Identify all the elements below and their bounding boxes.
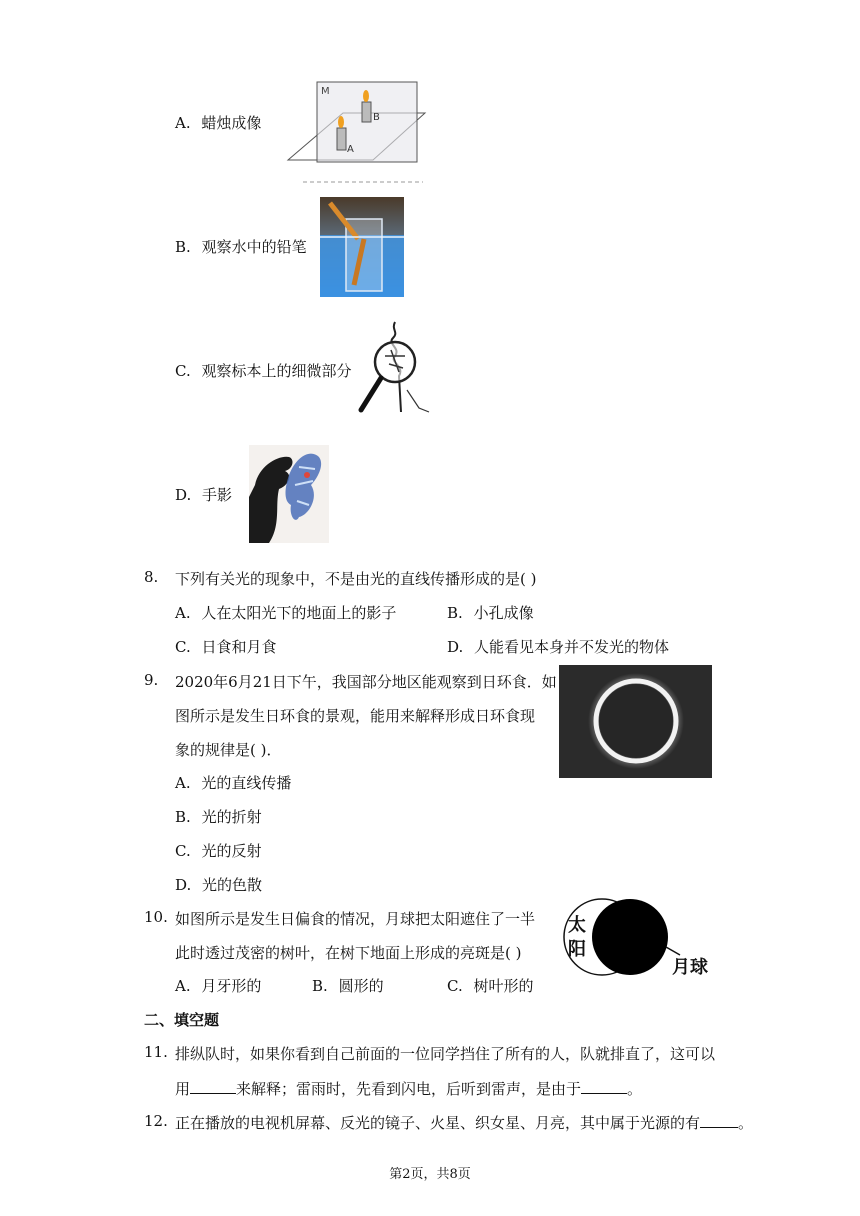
q8-option-d bbox=[447, 636, 669, 657]
q8-option-b bbox=[447, 602, 534, 623]
answer-blank-2[interactable] bbox=[581, 1079, 627, 1094]
q9-stem-line2: 图所示是发生日环食的景观，能用来解释形成日环食现 bbox=[175, 707, 536, 725]
q8-number: 8. bbox=[144, 568, 159, 586]
option-label: C. bbox=[175, 842, 191, 860]
q12-line1-end: 。 bbox=[738, 1114, 754, 1132]
q7-option-b bbox=[175, 236, 307, 257]
page-footer: 第2页，共8页 bbox=[389, 1167, 471, 1182]
q10-stem-line1: 如图所示是发生日偏食的情况，月球把太阳遮住了一半 bbox=[175, 910, 536, 928]
option-label: C. bbox=[175, 362, 191, 380]
option-text: 观察标本上的细微部分 bbox=[201, 362, 352, 380]
option-label: A. bbox=[175, 114, 191, 132]
option-text: 手影 bbox=[202, 486, 233, 504]
q9-number: 9. bbox=[144, 671, 159, 689]
option-text: 光的色散 bbox=[202, 876, 263, 894]
option-text: 人能看见本身并不发光的物体 bbox=[474, 638, 670, 656]
q11-line1: 排纵队时，如果你看到自己前面的一位同学挡住了所有的人，队就排直了，这可以 bbox=[175, 1045, 716, 1063]
option-label: A. bbox=[175, 604, 191, 622]
option-label: C. bbox=[447, 977, 463, 995]
option-label: C. bbox=[175, 638, 191, 656]
q11-line2 bbox=[175, 1078, 642, 1099]
moon-label: 月球 bbox=[672, 957, 708, 978]
partial-eclipse-diagram bbox=[558, 893, 718, 983]
option-label: B. bbox=[312, 977, 328, 995]
q8-option-c bbox=[175, 636, 277, 657]
q9-stem-line3: 象的规律是( )． bbox=[175, 741, 282, 759]
option-label: B. bbox=[175, 808, 191, 826]
q10-option-a bbox=[175, 975, 261, 996]
answer-blank-3[interactable] bbox=[700, 1113, 738, 1128]
q10-number: 10. bbox=[144, 908, 168, 926]
q11-line2-c: 。 bbox=[627, 1080, 643, 1098]
q8-stem: 下列有关光的现象中，不是由光的直线传播形成的是( ) bbox=[175, 570, 537, 588]
hand-shadow-photo bbox=[249, 445, 329, 543]
annular-eclipse-photo bbox=[559, 665, 712, 778]
option-label: B. bbox=[447, 604, 463, 622]
option-text: 光的折射 bbox=[201, 808, 262, 826]
option-label: D. bbox=[175, 876, 192, 894]
q9-stem-line1: 2020年6月21日下午，我国部分地区能观察到日环食．如 bbox=[175, 673, 557, 691]
q9-option-d bbox=[175, 874, 262, 895]
q11-number: 11. bbox=[144, 1043, 168, 1061]
q9-option-b bbox=[175, 806, 262, 827]
option-label: A. bbox=[175, 774, 191, 792]
option-label: D. bbox=[447, 638, 464, 656]
q9-option-a bbox=[175, 772, 291, 793]
answer-blank-1[interactable] bbox=[190, 1079, 236, 1094]
q10-stem-line2: 此时透过茂密的树叶，在树下地面上形成的亮斑是( ) bbox=[175, 944, 522, 962]
option-text: 光的直线传播 bbox=[201, 774, 292, 792]
option-text: 月牙形的 bbox=[201, 977, 262, 995]
q7-option-a bbox=[175, 112, 261, 133]
q10-option-c bbox=[447, 975, 534, 996]
sun-label-2: 阳 bbox=[568, 939, 586, 960]
q7-option-d bbox=[175, 484, 232, 505]
option-label: A. bbox=[175, 977, 191, 995]
option-text: 观察水中的铅笔 bbox=[201, 238, 307, 256]
label-a: A bbox=[347, 144, 354, 155]
section-heading: 二、填空题 bbox=[144, 1011, 220, 1029]
option-text: 树叶形的 bbox=[473, 977, 534, 995]
q12-line1-text: 正在播放的电视机屏幕、反光的镜子、火星、织女星、月亮，其中属于光源的有 bbox=[175, 1114, 701, 1132]
q11-line2-b: 来解释；雷雨时，先看到闪电，后听到雷声，是由于 bbox=[236, 1080, 582, 1098]
label-b: B bbox=[373, 112, 380, 123]
candle-mirror-figure bbox=[283, 78, 428, 186]
option-label: D. bbox=[175, 486, 192, 504]
option-text: 蜡烛成像 bbox=[201, 114, 262, 132]
q10-option-b bbox=[312, 975, 384, 996]
option-text: 人在太阳光下的地面上的影子 bbox=[201, 604, 397, 622]
q7-option-c bbox=[175, 360, 352, 381]
magnifying-glass-figure bbox=[355, 320, 437, 416]
option-text: 小孔成像 bbox=[473, 604, 534, 622]
option-label: B. bbox=[175, 238, 191, 256]
q8-option-a bbox=[175, 602, 396, 623]
q9-option-c bbox=[175, 840, 262, 861]
option-text: 光的反射 bbox=[201, 842, 262, 860]
option-text: 日食和月食 bbox=[201, 638, 277, 656]
option-text: 圆形的 bbox=[338, 977, 384, 995]
q11-line2-a: 用 bbox=[175, 1080, 191, 1098]
sun-label-1: 太 bbox=[568, 915, 586, 936]
q12-line1 bbox=[175, 1112, 753, 1133]
q12-number: 12. bbox=[144, 1112, 168, 1130]
pencil-in-water-photo bbox=[320, 197, 404, 297]
label-m: M bbox=[321, 86, 330, 97]
